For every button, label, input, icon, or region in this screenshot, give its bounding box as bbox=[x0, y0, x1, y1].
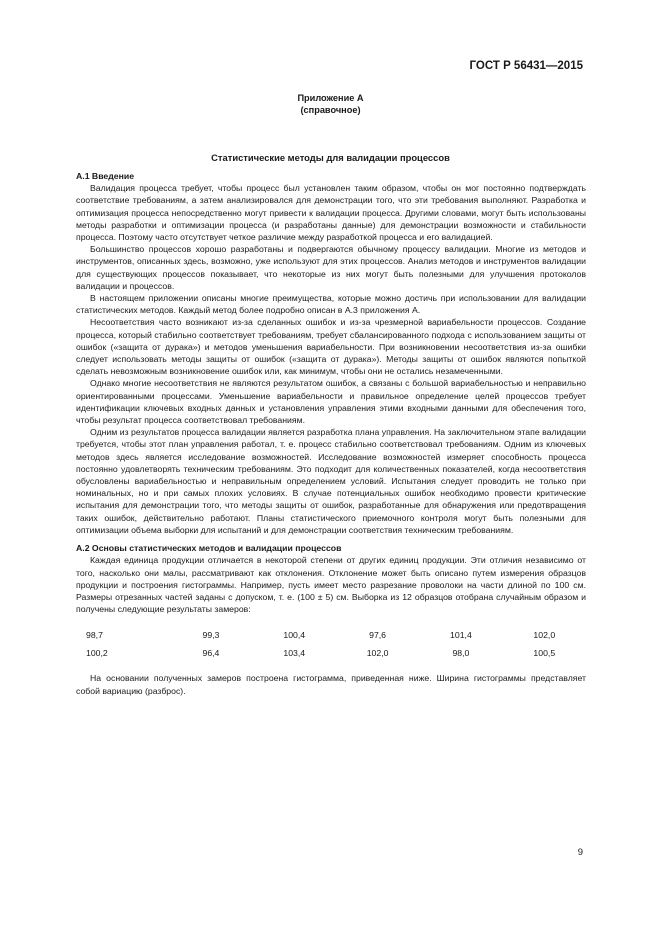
section-heading-a2: А.2 Основы статистических методов и валидации процессов bbox=[76, 543, 342, 554]
measurement-cell: 96,4 bbox=[202, 648, 220, 659]
body-content bbox=[76, 170, 586, 697]
paragraph: Большинство процессов хорошо разработаны и подвергаются обычному процессу валидации. Многие из методов и инструментов, описанных здесь, возможно, уже используют для этих процессов. Анализ методов и инструментов валидации для существующих процессов показывает, что некоторые из них могут быть полезными для улучшения протоколов валидации и процессов. bbox=[76, 244, 586, 291]
measurement-cell: 102,0 bbox=[533, 630, 556, 641]
measurement-cell: 101,4 bbox=[450, 630, 472, 641]
paragraph: На основании полученных замеров построена гистограмма, приведенная ниже. Ширина гистограммы представляет собой вариацию (разброс). bbox=[76, 673, 586, 696]
paragraph: Однако многие несоответствия не являются результатом ошибок, а связаны с большой вариабельностью и неправильно ориентированными процессами. Уменьшение вариабельности и правильное определение целей процессов требует идентификации ключевых входных данных и установления управления этими входными данными для обеспечения того, чтобы результат процесса соответствовал требованиям. bbox=[76, 378, 586, 426]
table-row bbox=[76, 644, 586, 662]
annex-title: Статистические методы для валидации процессов bbox=[211, 152, 450, 163]
measurements-table bbox=[76, 626, 586, 662]
measurement-cell: 98,0 bbox=[452, 648, 470, 659]
measurement-cell: 100,5 bbox=[533, 648, 556, 659]
paragraph: Одним из результатов процесса валидации является разработка плана управления. На заключительном этапе валидации требуется, чтобы этот план управления работал, т. е. процесс стабильно соответствовал требованиям. Одним из ключевых методов здесь является исследование возможностей. Исследование возможностей измеряет способность процесса постоянно удовлетворять техническим требованиям. Это подходит для количественных показателей, когда несоответствия обусловлены вариабельностью и неправильным определением условий. Испытания следует проводить не только при номинальных, но и при самых плохих условиях. В случае потенциальных ошибок необходимо провести критические испытания для демонстрации того, что методы защиты от ошибок, разработанные для обнаружения или предотвращения таких ошибок, действительно работают. Планы статистического приемочного контроля могут быть полезными для оптимизации объема выборки для испытаний и для демонстрации соответствия техническим требованиям. bbox=[76, 427, 586, 535]
annex-note: (справочное) bbox=[300, 105, 361, 115]
measurement-cell: 97,6 bbox=[369, 630, 387, 641]
measurement-cell: 100,2 bbox=[86, 648, 108, 659]
measurement-cell: 100,4 bbox=[283, 630, 306, 641]
paragraph: В настоящем приложении описаны многие преимущества, которые можно достичь при использовании для валидации статистических методов. Каждый метод более подробно описан в А.3 приложения А. bbox=[76, 293, 586, 316]
section-heading-a1: А.1 Введение bbox=[76, 171, 135, 181]
measurement-cell: 98,7 bbox=[86, 630, 103, 641]
paragraph: Несоответствия часто возникают из-за сделанных ошибок и из-за чрезмерной вариабельности процессов. Создание процесса, который стабильно соответствует требованиям, требует сбалансированного подхода с использованием защиты от ошибок («защита от дурака») и методов уменьшения вариабельности. При возникновении несоответствия из-за ошибки следует использовать методы защиты от ошибок («защита от дурака»). Методы защиты от ошибок являются попыткой сделать невозможным возникновение ошибок или, как минимум, чтобы они не остались незамеченными. bbox=[76, 317, 586, 377]
table-row bbox=[76, 626, 586, 644]
measurement-cell: 99,3 bbox=[202, 630, 220, 641]
paragraph: Каждая единица продукции отличается в некоторой степени от других единиц продукции. Эти отличия независимо от того, насколько они малы, рассматривают как отклонения. Отклонение может быть описано путем измерения образцов продукции и построения гистограммы. Например, пусть имеет место разрезание проволоки на части длиной по 100 см. Размеры отрезанных частей заданы с допуском, т. е. (100 ± 5) см. Выборка из 12 образцов отобрана случайным образом и получены следующие результаты замеров: bbox=[76, 555, 586, 615]
annex-label: Приложение А bbox=[297, 93, 364, 103]
paragraph: Валидация процесса требует, чтобы процесс был установлен таким образом, чтобы он мог постоянно подтверждать соответствие требованиям, а затем анализировался для демонстрации того, что эти требования выполняют. Разработка и оптимизация процесса непосредственно могут привести к валидации процесса. Другими словами, могут быть использованы методы разработки и оптимизации процесса (и разработаны данные) для демонстрации возможности и стабильности процесса. Поэтому часто отсутствует четкое различие между разработкой процесса и его валидацией. bbox=[76, 183, 586, 243]
measurement-cell: 102,0 bbox=[366, 648, 389, 659]
page-number: 9 bbox=[577, 847, 583, 858]
standard-header: ГОСТ Р 56431—2015 bbox=[469, 60, 583, 72]
measurement-cell: 103,4 bbox=[283, 648, 306, 659]
